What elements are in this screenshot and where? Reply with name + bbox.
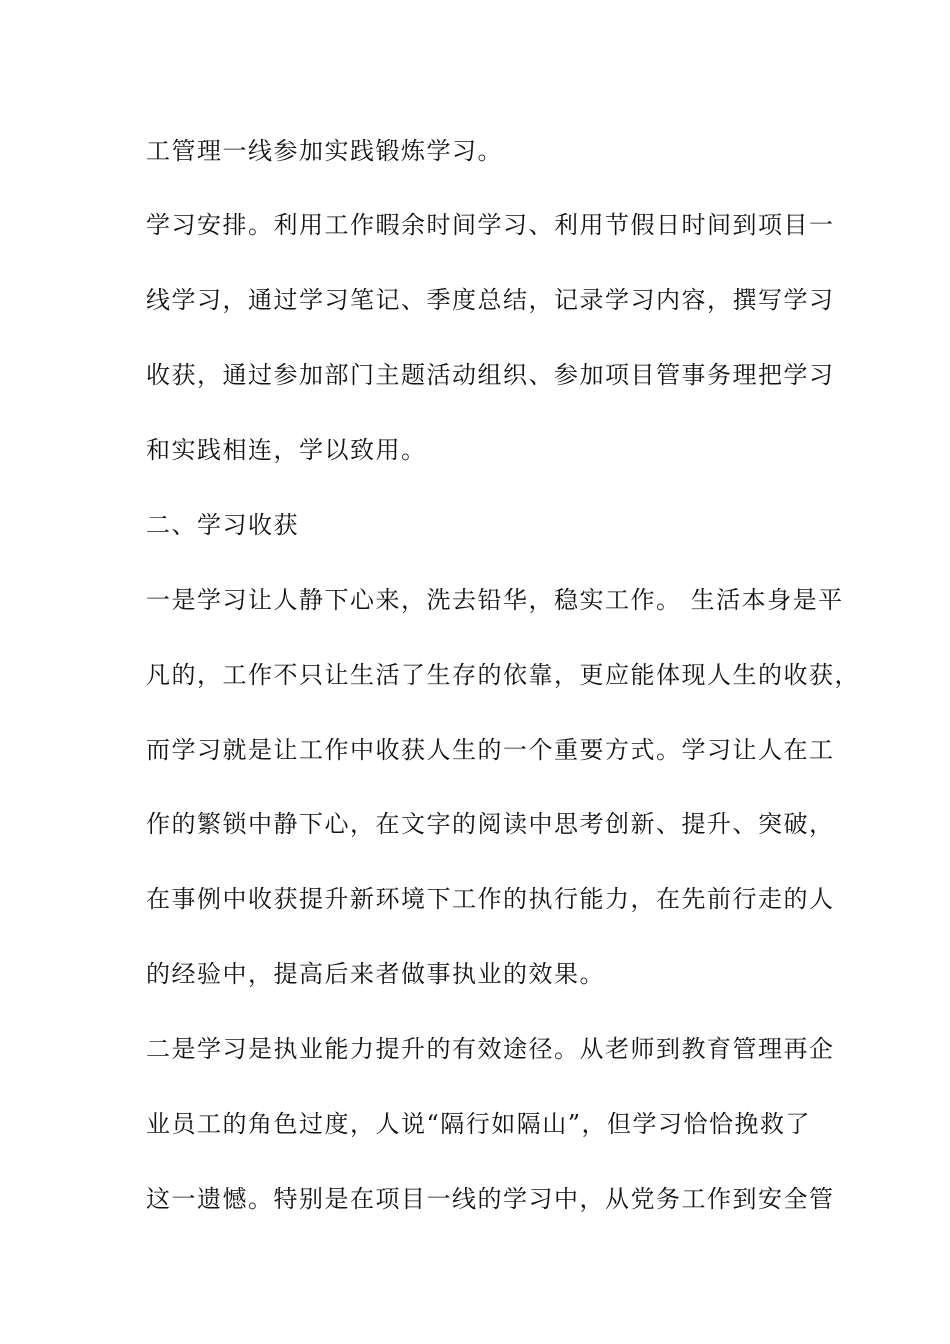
text-line: 的经验中，提高后来者做事执业的效果。 — [146, 960, 605, 988]
text-line: 学习安排。利用工作暇余时间学习、利用节假日时间到项目一 — [146, 211, 835, 239]
text-line: 一是学习让人静下心来，洗去铅华，稳实工作。 生活本身是平 — [146, 586, 844, 614]
text-line: 二是学习是执业能力提升的有效途径。从老师到教育管理再企 — [146, 1035, 835, 1063]
text-line: 线学习，通过学习笔记、季度总结，记录学习内容，撰写学习 — [146, 286, 835, 314]
text-line: 收获，通过参加部门主题活动组织、参加项目管事务理把学习 — [146, 361, 835, 389]
text-line: 这一遗憾。特别是在项目一线的学习中，从党务工作到安全管 — [146, 1185, 835, 1213]
text-line: 业员工的角色过度，人说“隔行如隔山”，但学习恰恰挽救了 — [146, 1110, 812, 1138]
text-line: 工管理一线参加实践锻炼学习。 — [146, 137, 503, 165]
text-line: 而学习就是让工作中收获人生的一个重要方式。学习让人在工 — [146, 736, 835, 764]
section-heading: 二、学习收获 — [146, 511, 299, 539]
text-line: 和实践相连，学以致用。 — [146, 436, 427, 464]
text-line: 作的繁锁中静下心，在文字的阅读中思考创新、提升、突破， — [146, 810, 835, 838]
text-line: 凡的，工作不只让生活了生存的依靠，更应能体现人生的收获， — [146, 661, 860, 689]
text-line: 在事例中收获提升新环境下工作的执行能力，在先前行走的人 — [146, 885, 835, 913]
